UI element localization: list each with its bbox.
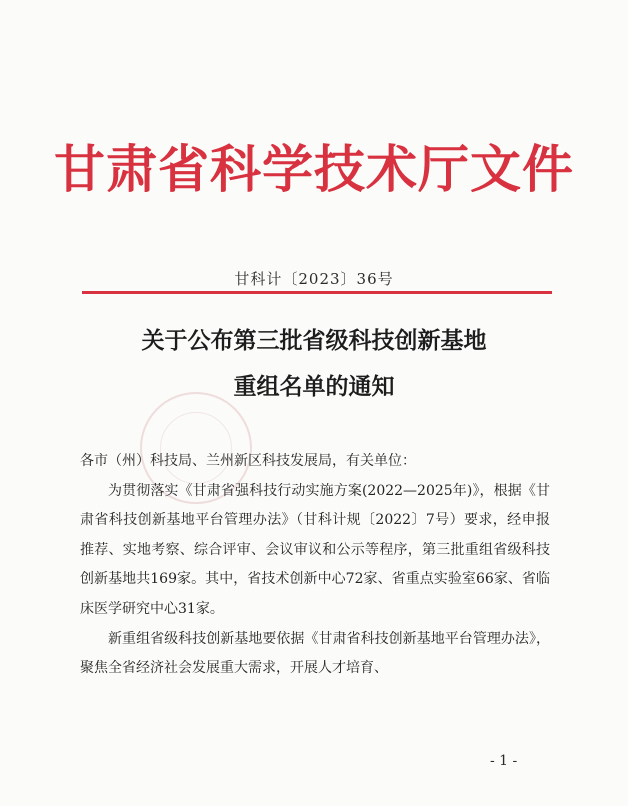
body-paragraph-2: 新重组省级科技创新基地要依据《甘肃省科技创新基地平台管理办法》，聚焦全省经济社会发展重大需求，开展人才培育、 <box>80 630 550 677</box>
page-number: - 1 - <box>490 753 518 769</box>
document-number: 甘科计〔2023〕36号 <box>234 270 394 288</box>
document-body <box>80 447 550 684</box>
body-paragraph-1: 为贯彻落实《甘肃省强科技行动实施方案(2022—2025年)》，根据《甘肃省科技创新基地平台管理办法》（甘科计规〔2022〕7号）要求，经申报推荐、实地考察、综合评审、会议审议和公示等程序，第三批重组省级科技创新基地共169家。其中，省技术创新中心72家、省重点实验室66家、省临床医学研究中心31家。 <box>80 482 550 617</box>
issuing-authority-title: 甘肃省科学技术厅文件 <box>53 141 574 200</box>
notice-title-line1: 关于公布第三批省级科技创新基地 <box>141 328 487 354</box>
salutation: 各市（州）科技局、兰州新区科技发展局，有关单位： <box>80 453 416 469</box>
red-divider-line <box>82 291 552 294</box>
notice-title-line2: 重组名单的通知 <box>233 374 395 400</box>
